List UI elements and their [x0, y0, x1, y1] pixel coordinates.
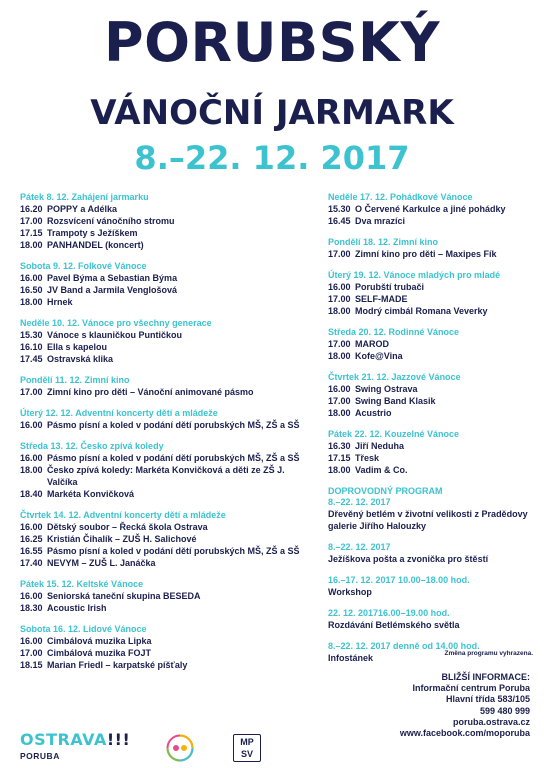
program-item-title: Vánoce s klauničkou Puntičkou: [47, 330, 183, 340]
program-day-section: [328, 429, 538, 476]
program-item: [20, 635, 310, 647]
accompanying-item-date: 8.–22. 12. 2017: [328, 542, 391, 552]
program-item: [20, 353, 310, 365]
accompanying-item-text: Workshop: [328, 587, 372, 597]
day-heading: Pondělí 11. 12. Zimní kino: [20, 375, 130, 385]
program-item: [20, 329, 310, 341]
program-item: [20, 533, 310, 545]
mpsv-logo-top: MP: [240, 737, 254, 747]
program-item: [20, 545, 310, 557]
program-item-title: O Červené Karkulce a jiné pohádky: [355, 204, 506, 214]
program-item-title: NEVYM – ZUŠ L. Janáčka: [47, 558, 156, 568]
program-item-time: 16.25: [20, 534, 43, 544]
program-item-time: 16.50: [20, 285, 43, 295]
program-item-title: MAROD: [355, 339, 389, 349]
program-item-title: Seniorská taneční skupina BESEDA: [47, 591, 201, 601]
accompanying-item: [328, 497, 538, 532]
program-item-title: Jiří Neduha: [355, 441, 405, 451]
poster-subtitle: VÁNOČNÍ JARMARK: [90, 93, 454, 133]
accompanying-item-date: 8.–22. 12. 2017: [328, 497, 391, 507]
program-item-time: 16.10: [20, 342, 43, 352]
info-block: [360, 672, 530, 739]
day-heading: Sobota 16. 12. Lidové Vánoce: [20, 624, 147, 634]
ostrava-poruba-logo: [20, 732, 130, 761]
program-item-time: 16.00: [328, 282, 351, 292]
program-item-time: 16.55: [20, 546, 43, 556]
day-heading: Pátek 8. 12. Zahájení jarmarku: [20, 192, 149, 202]
program-day-section: [20, 441, 310, 500]
program-item: [20, 557, 310, 569]
program-item-time: 15.30: [20, 330, 43, 340]
event-dates: 8.–22. 12. 2017: [134, 139, 410, 177]
ostrava-logo-text: OSTRAVA: [20, 730, 107, 749]
program-day-section: [328, 327, 538, 362]
program-item-title: Dětský soubor – Řecká škola Ostrava: [47, 522, 208, 532]
poruba-logo-text: PORUBA: [20, 751, 60, 761]
program-change-note: Změna programu vyhrazena.: [444, 650, 533, 657]
program-item-time: 16.00: [20, 273, 43, 283]
program-item-time: 18.00: [20, 465, 43, 475]
program-item: [328, 203, 538, 215]
program-item-time: 18.00: [328, 351, 351, 361]
program-item-time: 17.00: [328, 396, 351, 406]
program-item-time: 18.00: [328, 465, 351, 475]
program-item-time: 17.00: [20, 648, 43, 658]
program-item-title: Ella s kapelou: [47, 342, 108, 352]
program-day-section: [20, 579, 310, 614]
program-item-time: 17.00: [20, 387, 43, 397]
program-day-section: [20, 192, 310, 251]
info-line: Hlavní třída 583/105: [445, 694, 530, 705]
program-item-time: 18.00: [20, 297, 43, 307]
program-item-time: 17.00: [20, 216, 43, 226]
program-item-title: SELF-MADE: [355, 294, 408, 304]
program-day-section: [20, 318, 310, 365]
program-item-title: Swing Ostrava: [355, 384, 418, 394]
program-item-time: 18.00: [20, 240, 43, 250]
program-item: [20, 452, 310, 464]
program-item-time: 18.00: [328, 408, 351, 418]
day-heading: Pondělí 18. 12. Zimní kino: [328, 237, 439, 247]
program-item: [328, 464, 538, 476]
program-item-title: JV Band a Jarmila Venglošová: [47, 285, 178, 295]
program-item-time: 16.00: [328, 384, 351, 394]
accompanying-item-date: 16.–17. 12. 2017 10.00–18.00 hod.: [328, 575, 470, 585]
program-item-title: Kofe@Vina: [355, 351, 403, 361]
day-heading: Pátek 22. 12. Kouzelné Vánoce: [328, 429, 460, 439]
program-day-section: [328, 192, 538, 227]
accompanying-item-date: 22. 12. 201716.00–19.00 hod.: [328, 608, 450, 618]
info-facebook-link[interactable]: www.facebook.com/moporuba: [399, 728, 530, 739]
program-item-time: 17.00: [328, 294, 351, 304]
info-phone: 599 480 999: [479, 705, 530, 716]
ostrava-logo-exclaims: !!!: [106, 730, 131, 749]
accompanying-program-heading: DOPROVODNÝ PROGRAM: [328, 486, 443, 496]
program-item-time: 15.30: [328, 204, 351, 214]
program-item: [20, 521, 310, 533]
program-item: [20, 239, 310, 251]
program-item-time: 17.15: [20, 228, 43, 238]
program-item-title: Ostravská klika: [47, 354, 114, 364]
program-item: [20, 284, 310, 296]
program-item: [328, 395, 538, 407]
program-item-title: Kristián Čihalík – ZUŠ H. Salichové: [47, 534, 197, 544]
program-item-title: Trampoty s Ježíškem: [47, 228, 138, 238]
mpsv-logo: [233, 734, 261, 762]
program-item-time: 16.00: [20, 591, 43, 601]
day-heading: Středa 13. 12. Česko zpívá koledy: [20, 441, 164, 451]
accompanying-item-text: Infostánek: [328, 653, 374, 663]
day-heading: Středa 20. 12. Rodinné Vánoce: [328, 327, 460, 337]
program-item: [328, 350, 538, 362]
accompanying-item: [328, 575, 538, 598]
program-day-section: [20, 624, 310, 671]
program-item-title: Česko zpívá koledy: Markéta Konvičková a děti ze ZŠ J. Valčíka: [47, 465, 285, 487]
day-heading: Pátek 15. 12. Keltské Vánoce: [20, 579, 144, 589]
program-day-section: [328, 237, 538, 260]
program-item: [20, 296, 310, 308]
program-item-time: 16.00: [20, 420, 43, 430]
program-item: [20, 215, 310, 227]
program-item-title: PANHANDEL (koncert): [47, 240, 144, 250]
day-heading: Sobota 9. 12. Folkové Vánoce: [20, 261, 147, 271]
program-item: [20, 203, 310, 215]
poster-title: PORUBSKÝ: [104, 11, 440, 74]
day-heading: Úterý 12. 12. Adventní koncerty dětí a mládeže: [20, 408, 218, 418]
program-item: [20, 659, 310, 671]
accompanying-item-text: Ježíškova pošta a zvonička pro štěstí: [328, 554, 489, 564]
program-item-title: Marian Friedl – karpatské píšťaly: [47, 660, 188, 670]
program-item: [328, 383, 538, 395]
program-item-title: Pásmo písní a koled v podání dětí porubských MŠ, ZŠ a SŠ: [47, 546, 300, 556]
program-item-title: Hrnek: [47, 297, 73, 307]
info-heading: BLIŽŠÍ INFORMACE:: [441, 672, 530, 682]
partner-circle-logo-icon: [166, 734, 194, 762]
program-item: [20, 464, 310, 488]
program-item-title: Cimbálová muzika FOJT: [47, 648, 152, 658]
program-item-title: POPPY a Adélka: [47, 204, 118, 214]
accompanying-item-text: Dřevěný betlém v životní velikosti z Pradědovy galerie Jiřího Halouzky: [328, 509, 528, 531]
program-item-time: 16.45: [328, 216, 351, 226]
program-item-title: Acoustic Irish: [47, 603, 107, 613]
program-item-title: Třesk: [355, 453, 380, 463]
program-item: [328, 215, 538, 227]
program-item-time: 16.30: [328, 441, 351, 451]
program-day-section: [20, 375, 310, 398]
program-item-time: 17.15: [328, 453, 351, 463]
program-item-title: Pásmo písní a koled v podání dětí porubských MŠ, ZŠ a SŠ: [47, 453, 300, 463]
accompanying-item: [328, 542, 538, 565]
day-heading: Neděle 17. 12. Pohádkové Vánoce: [328, 192, 473, 202]
day-heading: Čtvrtek 21. 12. Jazzové Vánoce: [328, 372, 461, 382]
program-item-time: 17.45: [20, 354, 43, 364]
program-item-time: 18.40: [20, 489, 43, 499]
program-item-title: Dva mrazíci: [355, 216, 406, 226]
program-item-time: 18.30: [20, 603, 43, 613]
day-heading: Neděle 10. 12. Vánoce pro všechny generace: [20, 318, 212, 328]
program-day-section: [20, 408, 310, 431]
program-item-time: 16.00: [20, 453, 43, 463]
program-item: [20, 227, 310, 239]
program-item-title: Pásmo písní a koled v podání dětí porubských MŠ, ZŠ a SŠ: [47, 420, 300, 430]
program-item-time: 17.40: [20, 558, 43, 568]
program-item-time: 18.00: [328, 306, 351, 316]
program-item-title: Swing Band Klasik: [355, 396, 436, 406]
program-right-column: [328, 192, 538, 674]
program-item: [20, 590, 310, 602]
accompanying-program: [328, 486, 538, 664]
program-item-time: 16.20: [20, 204, 43, 214]
program-item: [328, 407, 538, 419]
program-item: [20, 488, 310, 500]
program-item-time: 17.00: [328, 339, 351, 349]
program-item: [328, 305, 538, 317]
info-web-link[interactable]: poruba.ostrava.cz: [452, 716, 530, 727]
program-item: [328, 338, 538, 350]
program-item-time: 17.00: [328, 249, 351, 259]
program-item-title: Porubští trubači: [355, 282, 425, 292]
accompanying-item-date: 8.–22. 12. 2017 denně od 14.00 hod.: [328, 641, 480, 651]
program-day-section: [328, 372, 538, 419]
program-item: [328, 281, 538, 293]
day-heading: Čtvrtek 14. 12. Adventní koncerty dětí a mládeže: [20, 510, 226, 520]
program-item-title: Acustrio: [355, 408, 392, 418]
program-item: [20, 341, 310, 353]
mpsv-logo-bottom: SV: [240, 749, 253, 759]
program-item: [328, 440, 538, 452]
program-item: [328, 452, 538, 464]
program-item: [20, 419, 310, 431]
day-heading: Úterý 19. 12. Vánoce mladých pro mladé: [328, 270, 501, 280]
program-item: [20, 602, 310, 614]
program-day-section: [328, 270, 538, 317]
accompanying-item-text: Rozdávání Betlémského světla: [328, 620, 460, 630]
program-item-time: 16.00: [20, 522, 43, 532]
program-item-title: Modrý cimbál Romana Veverky: [355, 306, 488, 316]
program-item-time: 18.15: [20, 660, 43, 670]
program-item-time: 16.00: [20, 636, 43, 646]
program-item-title: Vadim & Co.: [355, 465, 408, 475]
program-day-section: [20, 510, 310, 569]
info-line: Informační centrum Poruba: [412, 683, 530, 694]
program-item-title: Zimní kino pro děti – Vánoční animované pásmo: [47, 387, 254, 397]
program-item-title: Pavel Býma a Sebastian Býma: [47, 273, 178, 283]
program-item: [20, 386, 310, 398]
program-item-title: Markéta Konvičková: [47, 489, 135, 499]
program-item: [20, 647, 310, 659]
program-item: [328, 293, 538, 305]
program-item: [328, 248, 538, 260]
program-item-title: Rozsvícení vánočního stromu: [47, 216, 175, 226]
program-item-title: Zimní kino pro děti – Maxipes Fík: [355, 249, 497, 259]
accompanying-item: [328, 608, 538, 631]
program-left-column: [20, 192, 310, 681]
program-item-title: Cimbálová muzika Lipka: [47, 636, 152, 646]
program-day-section: [20, 261, 310, 308]
program-item: [20, 272, 310, 284]
